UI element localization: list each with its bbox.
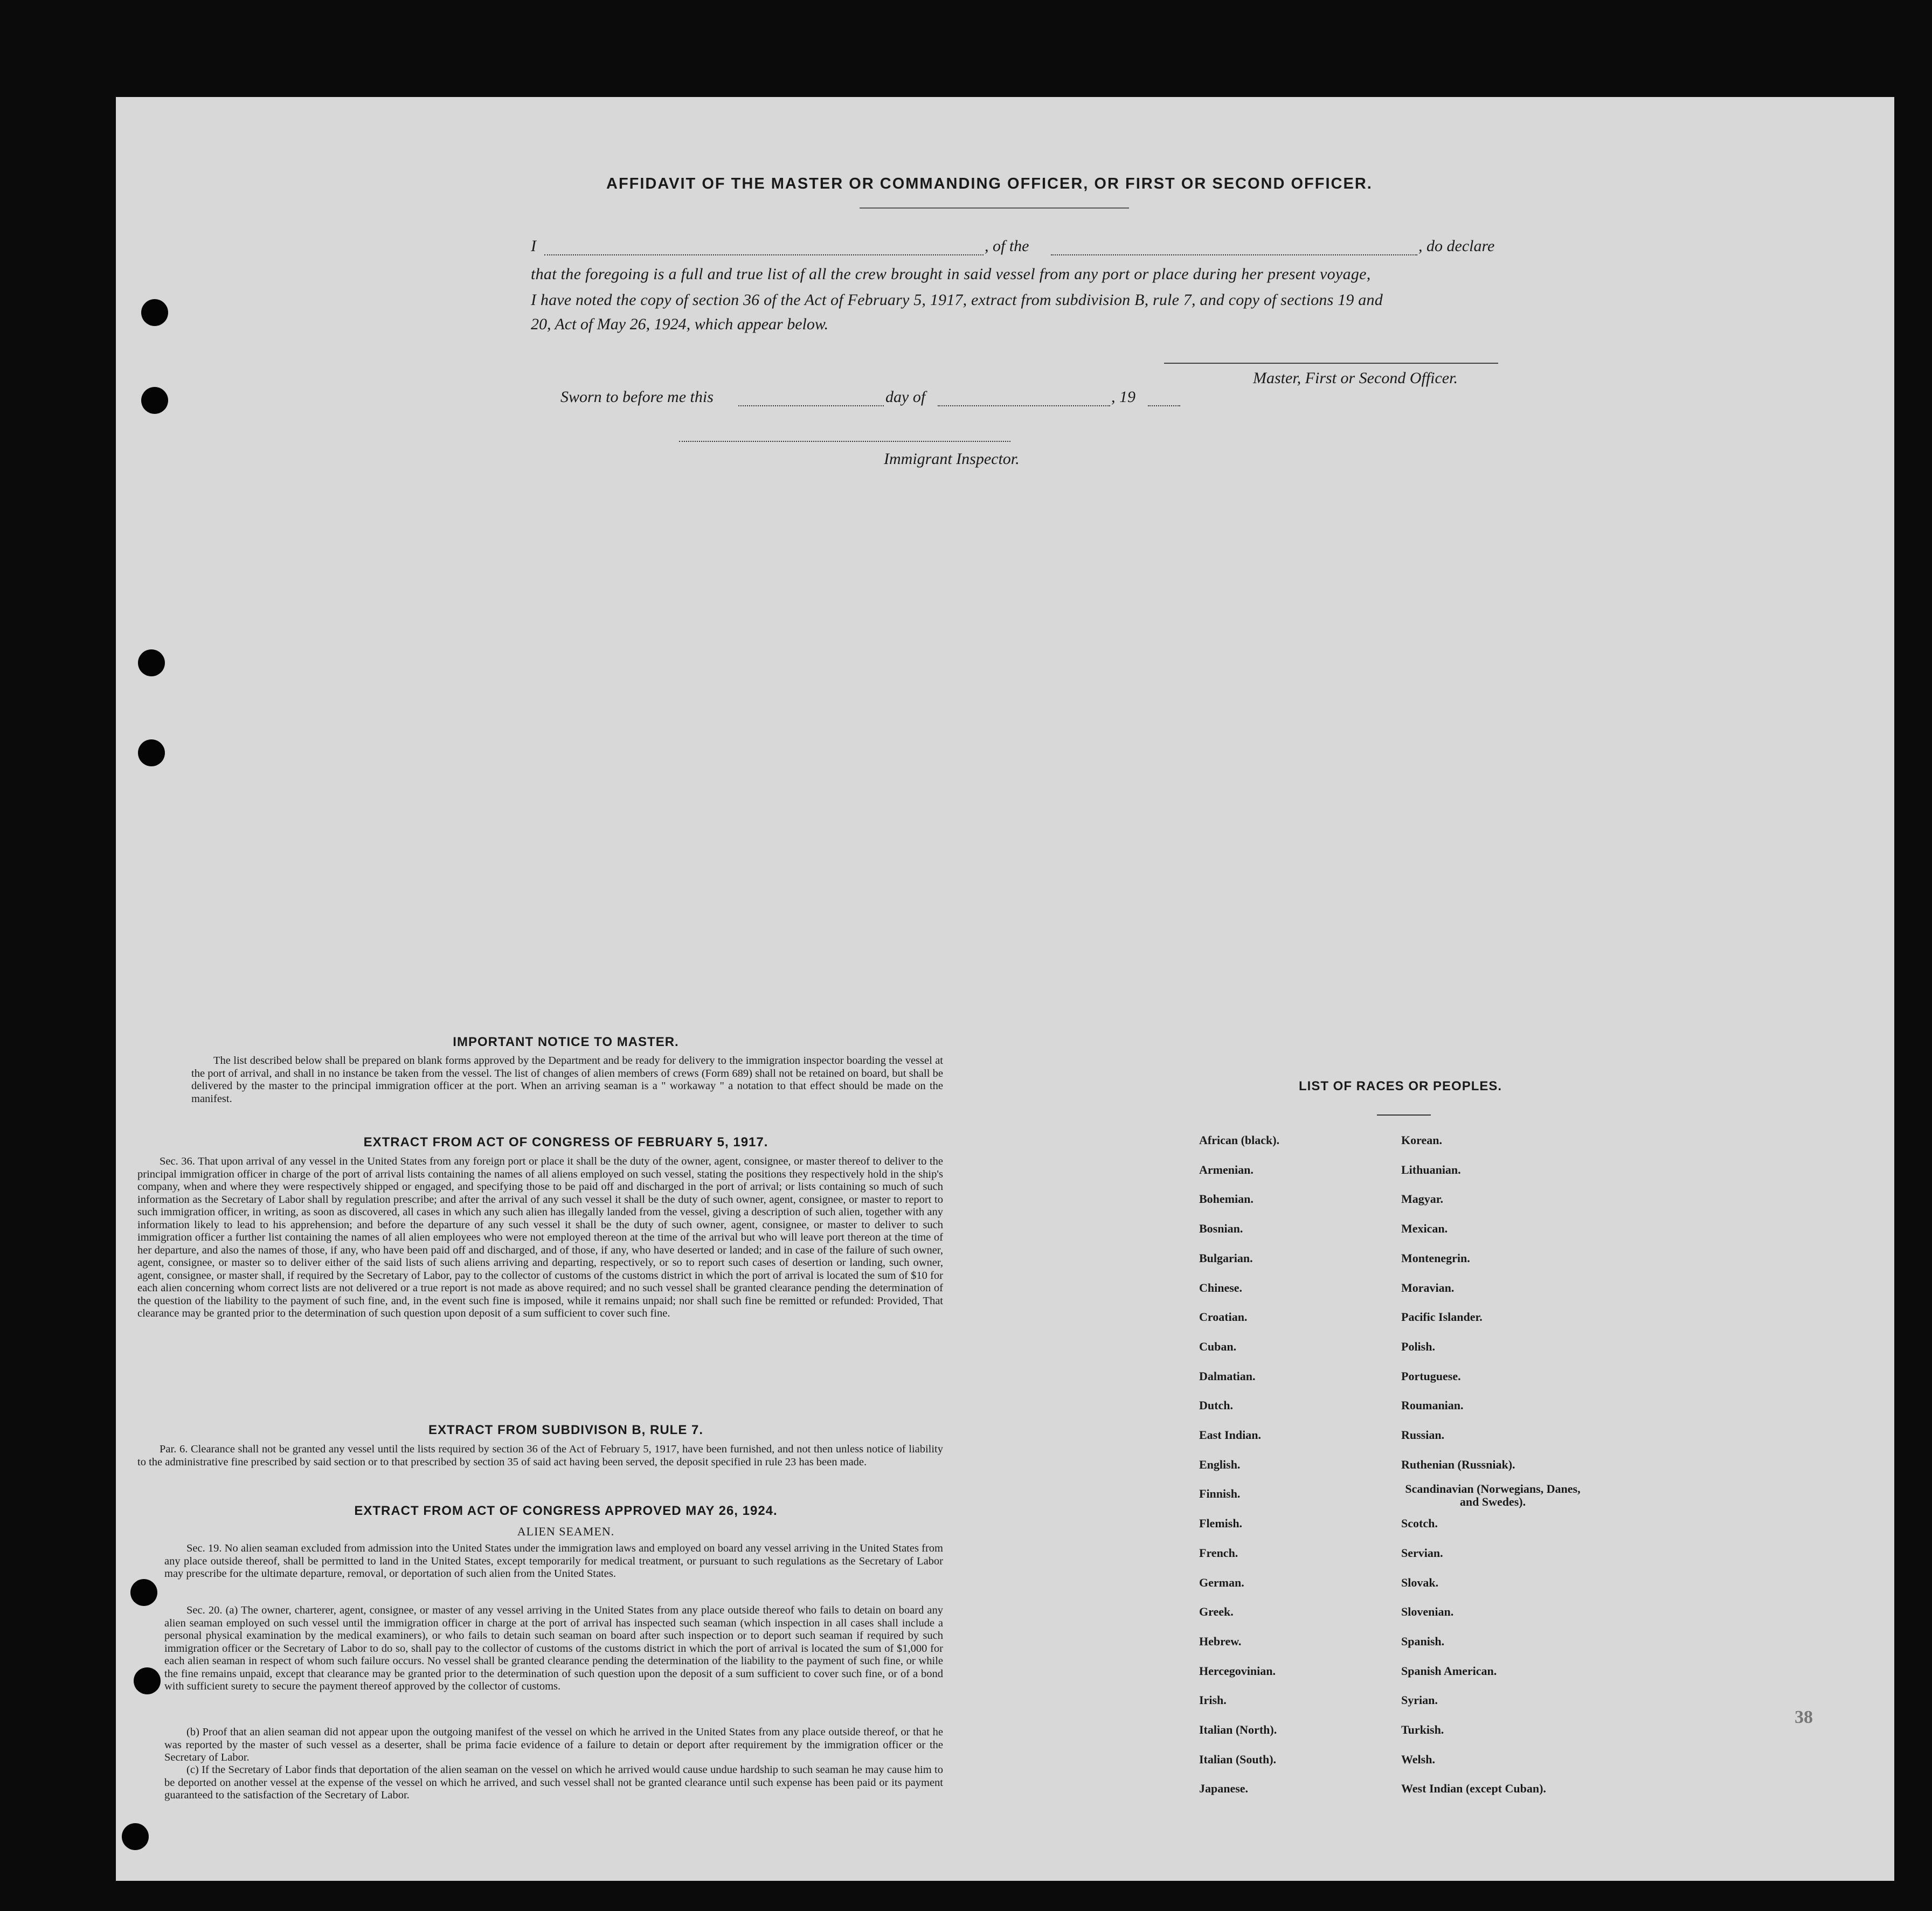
race-item: Armenian. — [1199, 1162, 1254, 1176]
race-item: Polish. — [1401, 1339, 1435, 1353]
inspector-label: Immigrant Inspector. — [884, 450, 1020, 468]
corner-mark: 38 — [1795, 1707, 1813, 1727]
race-item: West Indian (except Cuban). — [1401, 1782, 1546, 1796]
declarant-label: I — [531, 237, 536, 255]
race-item: Montenegrin. — [1401, 1251, 1470, 1265]
title-underline — [860, 207, 1129, 209]
declarant-name-line — [544, 254, 984, 255]
race-item: East Indian. — [1199, 1428, 1261, 1442]
race-item: English. — [1199, 1457, 1241, 1471]
affidavit-line-2: that the foregoing is a full and true list of all the crew brought in said vessel from any port or place during her present voyage, — [531, 265, 1371, 283]
race-item: Roumanian. — [1401, 1398, 1464, 1413]
race-item: Greek. — [1199, 1605, 1234, 1619]
race-item: Japanese. — [1199, 1782, 1249, 1796]
race-item: Hebrew. — [1199, 1634, 1242, 1648]
sworn-month-line — [938, 405, 1110, 406]
race-item: Turkish. — [1401, 1723, 1444, 1736]
race-item: Irish. — [1199, 1693, 1227, 1707]
rule7-title: EXTRACT FROM SUBDIVISON B, RULE 7. — [428, 1423, 704, 1437]
punch-hole — [122, 1823, 149, 1850]
notice-title: IMPORTANT NOTICE TO MASTER. — [453, 1035, 679, 1049]
race-item: Scandinavian (Norwegians, Danes, and Swedes). — [1405, 1482, 1581, 1509]
affidavit-line-4: 20, Act of May 26, 1924, which appear below. — [531, 315, 829, 333]
race-item: Dutch. — [1199, 1398, 1233, 1413]
race-item: Italian (South). — [1199, 1752, 1277, 1766]
of-the-label: , of the — [985, 237, 1029, 255]
race-item: Bosnian. — [1199, 1222, 1243, 1236]
extract-1924-title: EXTRACT FROM ACT OF CONGRESS APPROVED MAY 26, 1924. — [354, 1504, 778, 1518]
race-item: Hercegovinian. — [1199, 1664, 1276, 1678]
race-item: Spanish. — [1401, 1634, 1445, 1648]
races-title: LIST OF RACES OR PEOPLES. — [1299, 1079, 1502, 1093]
race-item: Mexican. — [1401, 1222, 1448, 1236]
sworn-day-line — [738, 405, 884, 406]
sworn-year-line — [1148, 405, 1180, 406]
race-item: Moravian. — [1401, 1280, 1455, 1294]
race-item: German. — [1199, 1575, 1244, 1589]
punch-hole — [141, 299, 168, 326]
affidavit-title: AFFIDAVIT OF THE MASTER OR COMMANDING OFFICER, OR FIRST OR SECOND OFFICER. — [606, 175, 1373, 192]
extract-1917-text: Sec. 36. That upon arrival of any vessel in the United States from any foreign port or place it shall be the duty of the owner, agent, consignee, or master thereof to deliver to the principal immigration officer in charge of the port of arrival lists containing the names of all aliens employed on such vessel, stating the positions they respectively hold in the ship's company, when and where they were respectively shipped or engaged, and specifying those to be paid off and discharged in the port of arrival; or lists containing so much of such information as the Secretary of Labor shall by regulation prescribe; and after the arrival of any such vessel it shall be the duty of such owner, agent, consignee, or master to report to such immigration officer, in writing, as soon as discovered, all cases in which any such alien has illegally landed from the vessel, giving a description of such alien, together with any information likely to lead to his apprehension; and before the departure of any such vessel it shall be the duty of such owner, agent, consignee, or master to deliver to such immigration officer a further list containing the names of all alien employees who were not employed thereon at the time of the arrival but who will leave port thereon at the time of her departure, and also the names of those, if any, who have been paid off and discharged, and of those, if any, who have deserted or landed; and in case of the failure of such owner, agent, consignee, or master so to deliver either of the said lists of such aliens arriving and departing, respectively, or so to report such cases of desertion or landing, such owner, agent, consignee, or master shall, if required by the Secretary of Labor, pay to the collector of customs of the customs district in which the port of arrival is located the sum of $10 for each alien concerning whom correct lists are not delivered or a true report is not made as above required; and no such vessel shall be granted clearance pending the determination of the question of the liability to the payment of such fine, and, in the event such fine is imposed, while it remains unpaid; nor shall such fine be remitted or refunded: Provided, That clearance may be granted prior to the determination of such question upon deposit of a sum sufficient to cover such fine. — [137, 1155, 943, 1319]
punch-hole — [138, 649, 165, 676]
vessel-name-line — [1051, 254, 1417, 255]
race-item: Ruthenian (Russniak). — [1401, 1457, 1515, 1471]
race-item: Slovak. — [1401, 1575, 1439, 1589]
notice-text: The list described below shall be prepared on blank forms approved by the Department and be ready for delivery to the immigration inspector boarding the vessel at the port of arrival, and shall in no instance be taken from the vessel. The list of changes of alien members of crews (Form 689) shall not be retained on board, but shall be delivered by the master to the principal immigration officer at the port. When an arriving seaman is a " workaway " a notation to that effect should be made on the manifest. — [191, 1055, 943, 1105]
races-title-underline — [1377, 1114, 1431, 1116]
race-item: Syrian. — [1401, 1693, 1438, 1707]
punch-hole — [130, 1579, 157, 1606]
race-item: Russian. — [1401, 1428, 1445, 1442]
race-item: Spanish American. — [1401, 1664, 1497, 1678]
sec20a-text: Sec. 20. (a) The owner, charterer, agent, consignee, or master of any vessel arriving in the United States from any place outside thereof who fails to detain on board any alien seaman employed on such vessel until the immigration officer in charge at the port of arrival has inspected such seaman (which inspection in all cases shall include a personal physical examination by the medical examiners), or who fails to detain such seaman on board after such inspection or to deport such seaman if required by such immigration officer or the Secretary of Labor to do so, shall pay to the collector of customs of the customs district in which the port of arrival is located the sum of $1,000 for each alien seaman in respect of whom such failure occurs. No vessel shall be granted clearance pending the determination of the liability to the payment of such fine, or while the fine remains unpaid, except that clearance may be granted prior to the determination of such question upon the deposit of a sum sufficient to cover such fine, or of a bond with sufficient surety to secure the payment thereof approved by the collector of customs. — [164, 1604, 943, 1692]
do-declare-label: , do declare — [1418, 237, 1495, 255]
day-of-label: day of — [885, 388, 926, 406]
race-item: Italian (North). — [1199, 1723, 1277, 1736]
race-item: Scotch. — [1401, 1517, 1438, 1531]
punch-hole — [138, 739, 165, 766]
race-item: Lithuanian. — [1401, 1162, 1461, 1176]
year-label: , 19 — [1111, 388, 1135, 406]
race-item: Chinese. — [1199, 1280, 1243, 1294]
race-item: Portuguese. — [1401, 1369, 1461, 1383]
punch-hole — [134, 1667, 161, 1694]
master-signature-line — [1164, 363, 1498, 364]
race-item: Finnish. — [1199, 1487, 1241, 1501]
race-item: Flemish. — [1199, 1517, 1243, 1531]
race-item: Korean. — [1401, 1133, 1442, 1147]
inspector-signature-line — [679, 441, 1010, 442]
sec20b-text: (b) Proof that an alien seaman did not appear upon the outgoing manifest of the vessel on which he arrived in the United States from any place outside thereof, or that he was reported by the master of such vessel as a deserter, shall be prima facie evidence of a failure to detain or deport after requirement by the immigration officer or the Secretary of Labor. — [164, 1726, 943, 1763]
race-item: Welsh. — [1401, 1752, 1435, 1766]
race-item: Slovenian. — [1401, 1605, 1454, 1619]
race-item: Cuban. — [1199, 1339, 1237, 1353]
race-item: African (black). — [1199, 1133, 1280, 1147]
sec19-text: Sec. 19. No alien seaman excluded from admission into the United States under the immigration laws and employed on board any vessel arriving in the United States from any place outside thereof, shall be permitted to land in the United States, except temporarily for medical treatment, or pursuant to such regulations as the Secretary of Labor may prescribe for the ultimate departure, removal, or deportation of such alien from the United States. — [164, 1542, 943, 1580]
race-item: Bulgarian. — [1199, 1251, 1253, 1265]
master-signature-label: Master, First or Second Officer. — [1253, 369, 1458, 387]
race-item: Pacific Islander. — [1401, 1310, 1483, 1324]
affidavit-line-3: I have noted the copy of section 36 of the Act of February 5, 1917, extract from subdivision B, rule 7, and copy of sections 19 and — [531, 291, 1383, 309]
extract-1917-title: EXTRACT FROM ACT OF CONGRESS OF FEBRUARY 5, 1917. — [363, 1135, 768, 1150]
punch-hole — [141, 387, 168, 414]
race-item: Magyar. — [1401, 1192, 1444, 1206]
race-item: Servian. — [1401, 1546, 1443, 1560]
sec20c-text: (c) If the Secretary of Labor finds that deportation of the alien seaman on the vessel on which he arrived would cause undue hardship to such seaman he may cause him to be deported on another vessel at the expense of the vessel on which he arrived, and such vessel shall not be granted clearance until such expense has been paid or its payment guaranteed to the satisfaction of the Secretary of Labor. — [164, 1764, 943, 1801]
race-item: French. — [1199, 1546, 1238, 1560]
race-item: Dalmatian. — [1199, 1369, 1256, 1383]
rule7-text: Par. 6. Clearance shall not be granted any vessel until the lists required by section 36 of the Act of February 5, 1917, have been furnished, and not then unless notice of liability to the administrative fine prescribed by said section or to that prescribed by section 35 of said act having been served, the deposit specified in rule 23 has been made. — [137, 1443, 943, 1468]
alien-seamen-subtitle: ALIEN SEAMEN. — [517, 1525, 615, 1538]
sworn-label: Sworn to before me this — [560, 388, 714, 406]
race-item: Bohemian. — [1199, 1192, 1254, 1206]
race-item: Croatian. — [1199, 1310, 1248, 1324]
